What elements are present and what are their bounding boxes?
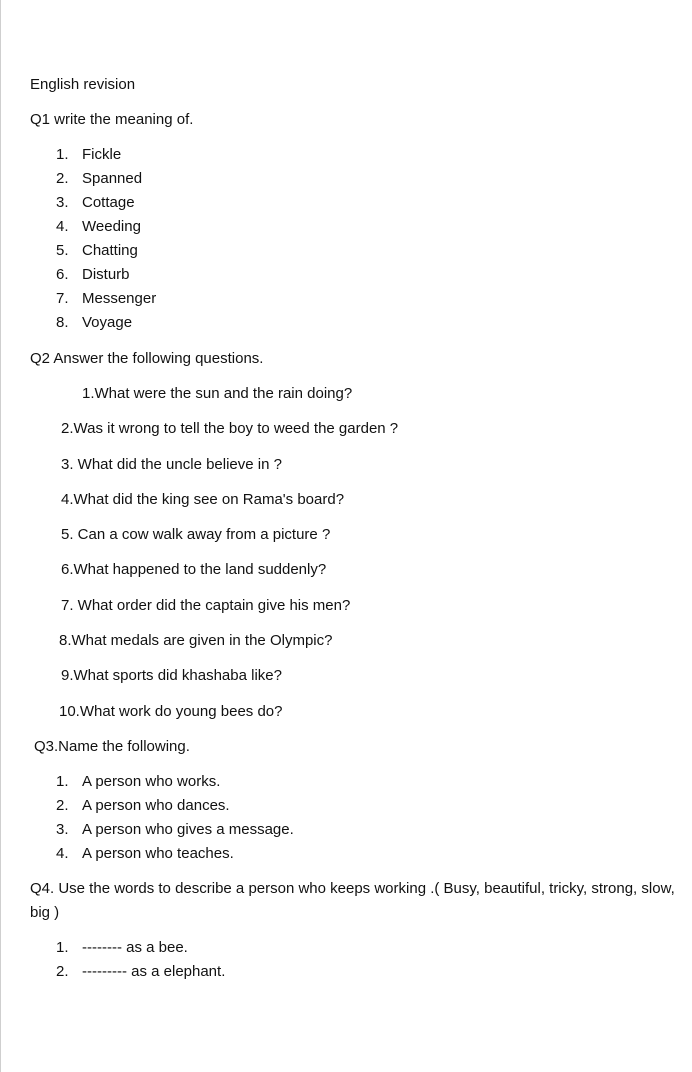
q1-list-item (56, 242, 138, 260)
list-number: 1. (56, 146, 69, 163)
q1-list-item (56, 194, 135, 212)
list-text: Chatting (82, 242, 138, 259)
list-number: 3. (56, 194, 69, 211)
q3-list-item (56, 821, 294, 839)
list-text: A person who teaches. (82, 845, 234, 862)
q2-heading: Q2 Answer the following questions. (30, 350, 264, 367)
q3-list-item (56, 773, 220, 791)
list-text: A person who gives a message. (82, 821, 294, 838)
q2-question: 9.What sports did khashaba like? (61, 667, 282, 684)
list-text: A person who dances. (82, 797, 230, 814)
q1-list-item (56, 266, 130, 284)
q1-list-item (56, 314, 132, 332)
q2-question: 8.What medals are given in the Olympic? (59, 632, 333, 649)
list-text: Cottage (82, 194, 135, 211)
q1-heading: Q1 write the meaning of. (30, 111, 194, 128)
list-text: Disturb (82, 266, 130, 283)
list-text: Weeding (82, 218, 141, 235)
list-number: 1. (56, 939, 69, 956)
list-number: 4. (56, 845, 69, 862)
list-number: 4. (56, 218, 69, 235)
q3-list-item (56, 797, 230, 815)
list-number: 5. (56, 242, 69, 259)
q2-question: 1.What were the sun and the rain doing? (82, 385, 353, 402)
q1-list-item (56, 170, 142, 188)
q2-question: 7. What order did the captain give his men? (61, 597, 351, 614)
q3-heading: Q3.Name the following. (34, 738, 190, 755)
list-number: 7. (56, 290, 69, 307)
list-number: 2. (56, 797, 69, 814)
q4-list-item (56, 963, 225, 981)
list-number: 2. (56, 963, 69, 980)
list-text: Voyage (82, 314, 133, 331)
q1-list-item (56, 146, 121, 164)
page-left-edge (0, 0, 1, 1072)
list-number: 8. (56, 314, 69, 331)
list-text: Fickle (82, 146, 122, 163)
list-text: Messenger (82, 290, 157, 307)
q2-question: 5. Can a cow walk away from a picture ? (61, 526, 331, 543)
list-number: 2. (56, 170, 69, 187)
list-text: Spanned (82, 170, 143, 187)
q2-question: 6.What happened to the land suddenly? (61, 561, 327, 578)
q2-question: 2.Was it wrong to tell the boy to weed the garden ? (61, 420, 399, 437)
q4-list-item (56, 939, 188, 957)
list-text: A person who works. (82, 773, 221, 790)
q1-list-item (56, 218, 141, 236)
list-number: 3. (56, 821, 69, 838)
q1-list-item (56, 290, 156, 308)
list-number: 1. (56, 773, 69, 790)
q2-question: 4.What did the king see on Rama's board? (61, 491, 345, 508)
list-text: --------- as a elephant. (82, 963, 226, 980)
list-number: 6. (56, 266, 69, 283)
q2-question: 3. What did the uncle believe in ? (61, 456, 282, 473)
q3-list-item (56, 845, 234, 863)
document-title: English revision (30, 76, 136, 93)
list-text: -------- as a bee. (82, 939, 188, 956)
q2-question: 10.What work do young bees do? (59, 703, 283, 720)
q4-heading: Q4. Use the words to describe a person who keeps working .( Busy, beautiful, tricky, strong, slow, big ) (30, 880, 675, 921)
